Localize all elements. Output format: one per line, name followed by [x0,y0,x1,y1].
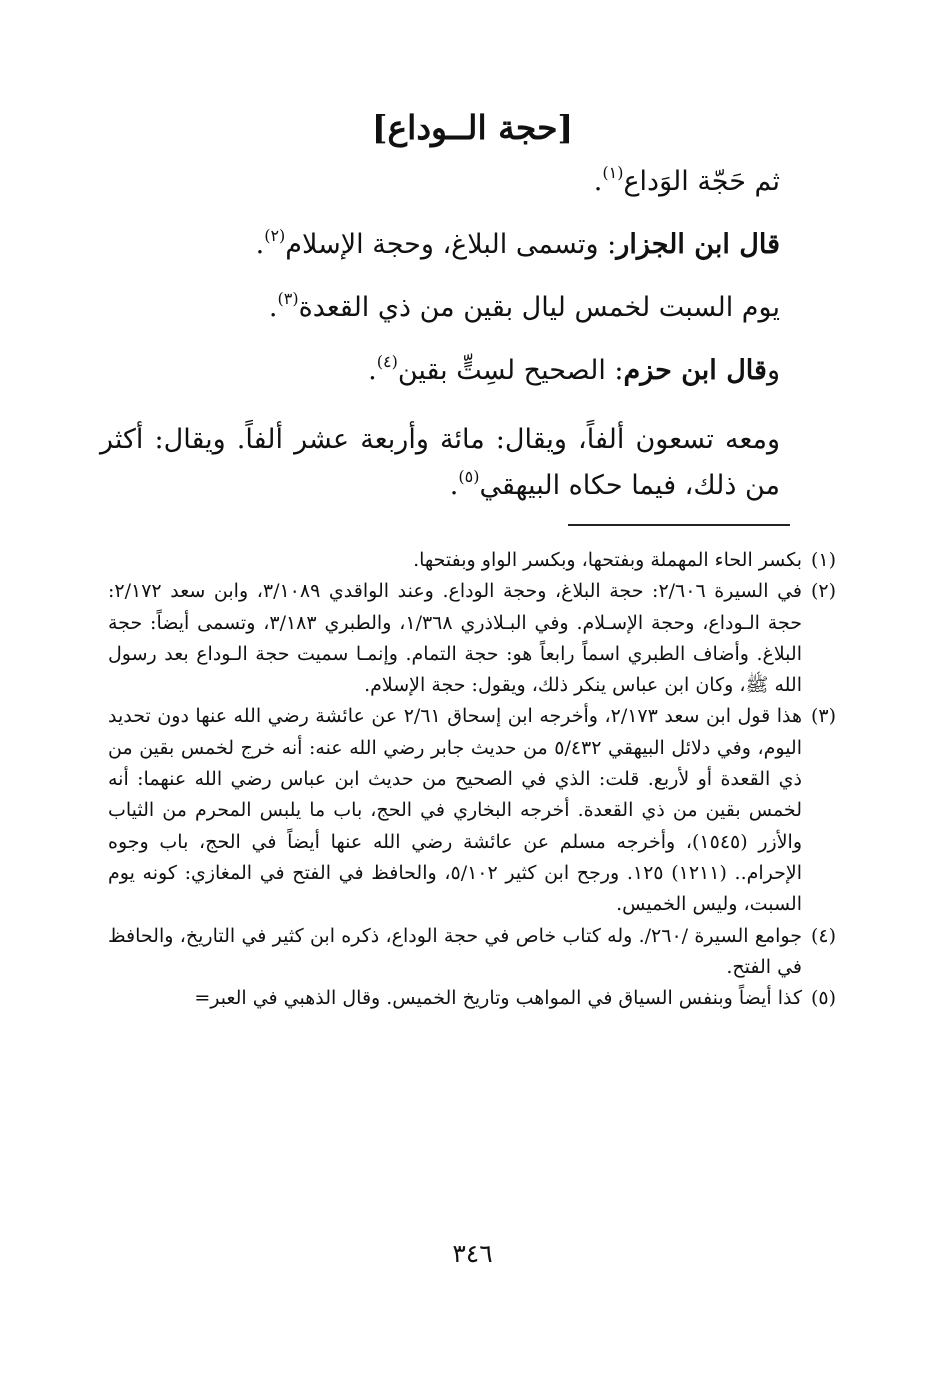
footnote-number: (٢) [810,580,836,603]
main-paragraph [100,165,780,199]
footnote [108,983,836,1014]
paragraph-end: . [255,229,265,260]
footnote-text: في السيرة ٢/٦٠٦: حجة البلاغ، وحجة الوداع. وعند الواقدي ٣/١٠٨٩، وابن سعد ٢/١٧٢: حجة الـوداع، وحجة الإسـلام. وفي البـلاذري ١/٣٦٨، والطبري ٣/١٨٣، وتسمى أيضاً: حجة البلاغ. وأضاف الطبري اسماً رابعاً هو: حجة التمام. وإنمـا سميت حجة الـوداع بعد رسول الله ﷺ، وكان ابن عباس ينكر ذلك، ويقول: حجة الإسلام. [108,580,803,697]
footnote-number: (١) [810,549,836,571]
footnote-number: (٣) [810,705,836,728]
footnote [108,921,836,984]
footnote [108,701,836,920]
main-paragraph [100,417,780,509]
footnote-text: بكسر الحاء المهملة وبفتحها، وبكسر الواو وبفتحها. [413,549,802,571]
paragraph-text: : وتسمى البلاغ، وحجة الإسلام [285,229,617,260]
paragraph-prefix: و [766,355,780,386]
speaker-name: قال ابن الجزار [616,229,780,260]
footnote-reference[interactable]: (٥) [458,467,480,486]
speaker-name: قال ابن حزم [623,355,767,386]
paragraph-end: . [593,166,603,197]
footnote-number: (٥) [810,987,836,1010]
footnote-number: (٤) [810,924,836,947]
paragraph-end: . [268,292,278,323]
footnote-reference[interactable]: (١) [602,163,624,182]
paragraph-text: يوم السبت لخمس ليال بقين من ذي القعدة [298,292,780,323]
footnote [108,576,836,701]
section-heading: [حجة الــوداع] [371,108,574,147]
footnote-separator [568,524,790,526]
page-number: ٣٤٦ [452,1239,493,1268]
main-paragraph [100,291,780,325]
footnote-reference[interactable]: (٤) [376,352,398,371]
footnote-reference[interactable]: (٢) [264,226,286,245]
paragraph-end: . [368,355,377,386]
paragraph-end: . [449,470,459,501]
main-text [100,165,780,509]
footnote-text: هذا قول ابن سعد ٢/١٧٣، وأخرجه ابن إسحاق ٢/٦١ عن عائشة رضي الله عنها دون تحديد اليوم، وفي دلائل البيهقي ٥/٤٣٢ من حديث جابر رضي الله عنه: أنه خرج لخمس بقين من ذي القعدة أو لأربع. قلت: الذي في الصحيح من حديث ابن عباس رضي الله عنهما: أنه لخمس بقين من ذي القعدة. أخرجه البخاري في الحج، باب ما يلبس المحرم من الثياب والأزر (١٥٤٥)، وأخرجه مسلم عن عائشة رضي الله عنها أيضاً في الحج، باب وجوه الإحرام.. (١٢١١) ١٢٥. ورجح ابن كثير ٥/١٠٢، والحافظ في الفتح في المغازي: كونه يوم السبت، وليس الخميس. [108,705,803,916]
main-paragraph [100,228,780,262]
footnotes [108,545,836,1014]
paragraph-text: ومعه تسعون ألفاً، ويقال: مائة وأربعة عشر ألفاً. ويقال: أكثر من ذلك، فيما حكاه البيهقي [100,424,780,501]
main-paragraph [100,354,780,388]
footnote-text: كذا أيضاً وبنفس السياق في المواهب وتاريخ الخميس. وقال الذهبي في العبر= [194,987,802,1010]
footnote-text: جوامع السيرة /٢٦٠/. وله كتاب خاص في حجة الوداع، ذكره ابن كثير في التاريخ، والحافظ في الفتح. [108,924,802,978]
footnote [108,545,836,576]
paragraph-text: ثم حَجّة الوَداع [623,166,780,197]
footnote-reference[interactable]: (٣) [277,289,299,308]
paragraph-text: : الصحيح لسِتٍّ بقين [397,355,624,386]
